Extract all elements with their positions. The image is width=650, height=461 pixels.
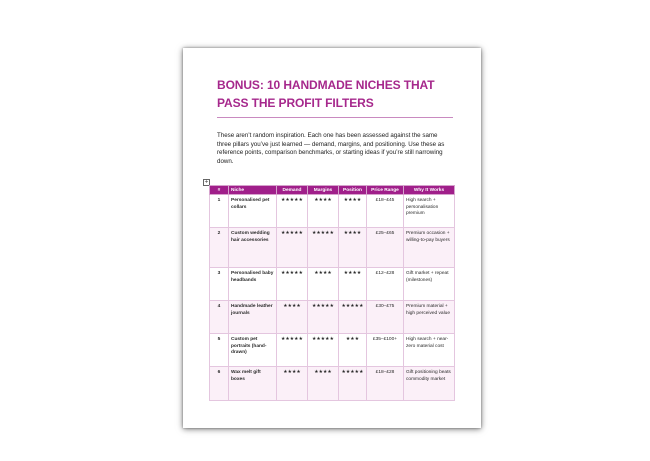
table-move-handle-icon[interactable]: + [204,179,209,185]
niches-table [209,185,455,401]
header-niche: Niche [229,186,277,195]
row-why: Gift positioning beats commodity market [404,367,455,401]
row-position-stars: ★★★ [339,334,367,367]
row-number: 3 [210,268,229,301]
table-header-row [210,186,455,195]
intro-paragraph: These aren’t random inspiration. Each one has been assessed against the same three pillars you’ve just learned — demand, margins, and positioning. Use these as reference points, comparison benchmarks, or starting ideas if you’re still narrowing down. [217,132,445,165]
header-margins: Margins [308,186,339,195]
row-why: Premium material + high perceived value [404,301,455,334]
row-why: Gift market + repeat (milestones) [404,268,455,301]
row-number: 4 [210,301,229,334]
header-why-it-works: Why It Works [404,186,455,195]
row-position-stars: ★★★★ [339,268,367,301]
row-margins-stars: ★★★★★ [308,301,339,334]
table-row [210,334,455,367]
row-margins-stars: ★★★★★ [308,228,339,268]
row-margins-stars: ★★★★ [308,195,339,228]
row-margins-stars: ★★★★ [308,367,339,401]
table-row [210,195,455,228]
table-row [210,367,455,401]
row-position-stars: ★★★★★ [339,301,367,334]
table-row [210,301,455,334]
header-number: # [210,186,229,195]
row-price-range: £18–£45 [367,195,404,228]
row-position-stars: ★★★★★ [339,367,367,401]
row-price-range: £12–£28 [367,268,404,301]
row-price-range: £35–£100+ [367,334,404,367]
row-niche: Personalised baby headbands [229,268,277,301]
row-demand-stars: ★★★★★ [277,268,308,301]
header-demand: Demand [277,186,308,195]
row-demand-stars: ★★★★★ [277,334,308,367]
row-number: 1 [210,195,229,228]
row-demand-stars: ★★★★ [277,301,308,334]
row-demand-stars: ★★★★ [277,367,308,401]
row-price-range: £30–£75 [367,301,404,334]
header-price-range: Price Range [367,186,404,195]
row-niche: Wax melt gift boxes [229,367,277,401]
row-number: 2 [210,228,229,268]
header-position: Position [339,186,367,195]
row-demand-stars: ★★★★★ [277,195,308,228]
row-why: Premium occasion + willing-to-pay buyers [404,228,455,268]
row-why: High search + personalisation premium [404,195,455,228]
row-demand-stars: ★★★★★ [277,228,308,268]
row-number: 5 [210,334,229,367]
row-position-stars: ★★★★ [339,228,367,268]
row-number: 6 [210,367,229,401]
title-divider [217,117,453,118]
row-price-range: £25–£65 [367,228,404,268]
table-row [210,268,455,301]
row-niche: Handmade leather journals [229,301,277,334]
row-why: High search + near-zero material cost [404,334,455,367]
table-row [210,228,455,268]
row-niche: Personalised pet collars [229,195,277,228]
row-price-range: £18–£28 [367,367,404,401]
row-niche: Custom pet portraits (hand-drawn) [229,334,277,367]
row-margins-stars: ★★★★ [308,268,339,301]
document-page [183,48,481,428]
page-title: BONUS: 10 HANDMADE NICHES THAT PASS THE PROFIT FILTERS [217,78,435,110]
row-niche: Custom wedding hair accessories [229,228,277,268]
row-position-stars: ★★★★ [339,195,367,228]
row-margins-stars: ★★★★★ [308,334,339,367]
